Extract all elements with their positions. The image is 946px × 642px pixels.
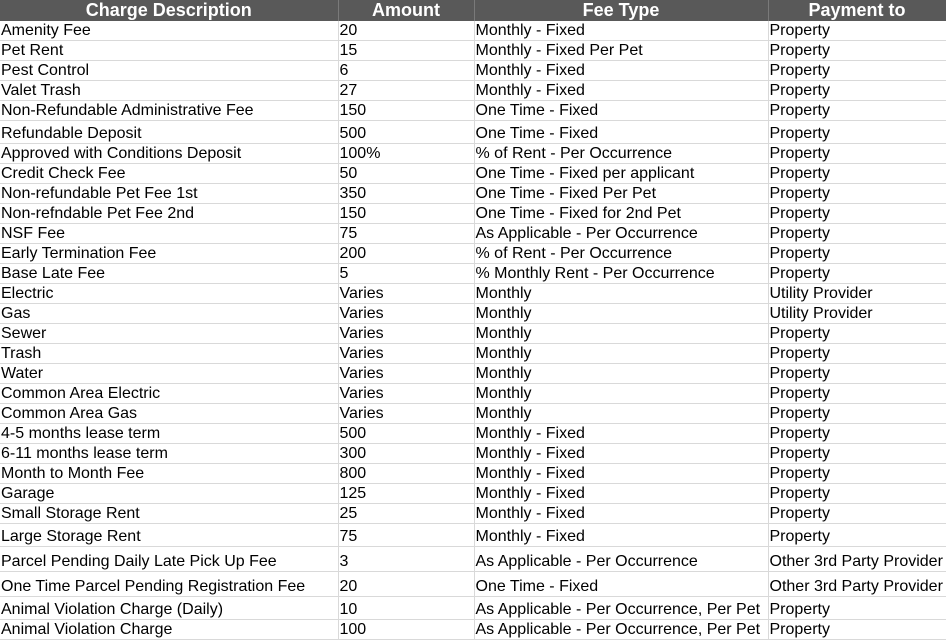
cell-payment-to[interactable]: Property	[768, 184, 946, 204]
cell-amount[interactable]: 150	[338, 204, 474, 224]
cell-fee-type[interactable]: Monthly	[474, 404, 768, 424]
cell-amount[interactable]: 10	[338, 597, 474, 620]
cell-charge-description[interactable]: Animal Violation Charge	[0, 620, 338, 640]
table-row	[0, 484, 946, 504]
header-charge-description[interactable]: Charge Description	[0, 0, 338, 21]
cell-fee-type[interactable]: Monthly - Fixed	[474, 424, 768, 444]
cell-charge-description[interactable]: Pest Control	[0, 61, 338, 81]
table-row	[0, 144, 946, 164]
cell-fee-type[interactable]: Monthly - Fixed	[474, 21, 768, 41]
cell-fee-type[interactable]: Monthly - Fixed	[474, 61, 768, 81]
cell-payment-to[interactable]: Property	[768, 384, 946, 404]
cell-fee-type[interactable]: % Monthly Rent - Per Occurrence	[474, 264, 768, 284]
cell-fee-type[interactable]: One Time - Fixed per applicant	[474, 164, 768, 184]
table-row	[0, 404, 946, 424]
table-row	[0, 324, 946, 344]
cell-payment-to[interactable]: Property	[768, 324, 946, 344]
cell-charge-description[interactable]: Pet Rent	[0, 41, 338, 61]
table-body	[0, 21, 946, 640]
cell-charge-description[interactable]: Non-refundable Pet Fee 1st	[0, 184, 338, 204]
cell-charge-description[interactable]: Sewer	[0, 324, 338, 344]
table-row	[0, 504, 946, 524]
cell-fee-type[interactable]: Monthly	[474, 344, 768, 364]
table-row	[0, 284, 946, 304]
cell-payment-to[interactable]: Property	[768, 404, 946, 424]
table-row	[0, 597, 946, 620]
cell-payment-to[interactable]: Property	[768, 61, 946, 81]
cell-charge-description[interactable]: 4-5 months lease term	[0, 424, 338, 444]
cell-fee-type[interactable]: Monthly - Fixed	[474, 464, 768, 484]
cell-amount[interactable]: Varies	[338, 364, 474, 384]
cell-fee-type[interactable]: One Time - Fixed	[474, 572, 768, 597]
cell-charge-description[interactable]: Animal Violation Charge (Daily)	[0, 597, 338, 620]
table-row	[0, 464, 946, 484]
cell-fee-type[interactable]: One Time - Fixed for 2nd Pet	[474, 204, 768, 224]
cell-payment-to[interactable]: Property	[768, 364, 946, 384]
cell-amount[interactable]: 500	[338, 424, 474, 444]
cell-fee-type[interactable]: Monthly - Fixed	[474, 484, 768, 504]
cell-payment-to[interactable]: Property	[768, 424, 946, 444]
cell-fee-type[interactable]: As Applicable - Per Occurrence, Per Pet	[474, 597, 768, 620]
cell-payment-to[interactable]: Property	[768, 597, 946, 620]
cell-fee-type[interactable]: Monthly	[474, 304, 768, 324]
cell-payment-to[interactable]: Property	[768, 144, 946, 164]
table-row	[0, 304, 946, 324]
cell-amount[interactable]: 50	[338, 164, 474, 184]
cell-charge-description[interactable]: Parcel Pending Daily Late Pick Up Fee	[0, 547, 338, 572]
header-row	[0, 0, 946, 21]
cell-charge-description[interactable]: NSF Fee	[0, 224, 338, 244]
cell-charge-description[interactable]: Common Area Electric	[0, 384, 338, 404]
cell-charge-description[interactable]: One Time Parcel Pending Registration Fee	[0, 572, 338, 597]
cell-fee-type[interactable]: Monthly - Fixed Per Pet	[474, 41, 768, 61]
cell-amount[interactable]: Varies	[338, 284, 474, 304]
cell-payment-to[interactable]: Utility Provider	[768, 284, 946, 304]
table-row	[0, 41, 946, 61]
cell-amount[interactable]: 150	[338, 101, 474, 121]
table-row	[0, 572, 946, 597]
table-row	[0, 204, 946, 224]
cell-charge-description[interactable]: Base Late Fee	[0, 264, 338, 284]
cell-fee-type[interactable]: As Applicable - Per Occurrence	[474, 224, 768, 244]
cell-payment-to[interactable]: Property	[768, 41, 946, 61]
cell-fee-type[interactable]: Monthly	[474, 384, 768, 404]
cell-amount[interactable]: 3	[338, 547, 474, 572]
cell-fee-type[interactable]: % of Rent - Per Occurrence	[474, 244, 768, 264]
cell-charge-description[interactable]: Non-refndable Pet Fee 2nd	[0, 204, 338, 224]
table-row	[0, 164, 946, 184]
cell-fee-type[interactable]: As Applicable - Per Occurrence	[474, 547, 768, 572]
cell-charge-description[interactable]: 6-11 months lease term	[0, 444, 338, 464]
cell-charge-description[interactable]: Small Storage Rent	[0, 504, 338, 524]
header-amount[interactable]: Amount	[338, 0, 474, 21]
cell-charge-description[interactable]: Valet Trash	[0, 81, 338, 101]
table-row	[0, 121, 946, 144]
cell-charge-description[interactable]: Month to Month Fee	[0, 464, 338, 484]
table-row	[0, 21, 946, 41]
cell-payment-to[interactable]: Property	[768, 244, 946, 264]
cell-fee-type[interactable]: One Time - Fixed	[474, 121, 768, 144]
cell-fee-type[interactable]: Monthly - Fixed	[474, 524, 768, 547]
cell-payment-to[interactable]: Property	[768, 81, 946, 101]
cell-fee-type[interactable]: Monthly	[474, 364, 768, 384]
table-row	[0, 344, 946, 364]
table-row	[0, 184, 946, 204]
cell-fee-type[interactable]: Monthly - Fixed	[474, 81, 768, 101]
table-row	[0, 547, 946, 572]
cell-amount[interactable]: 500	[338, 121, 474, 144]
cell-amount[interactable]: 15	[338, 41, 474, 61]
cell-charge-description[interactable]: Amenity Fee	[0, 21, 338, 41]
cell-payment-to[interactable]: Property	[768, 620, 946, 640]
cell-fee-type[interactable]: Monthly	[474, 284, 768, 304]
cell-charge-description[interactable]: Trash	[0, 344, 338, 364]
cell-amount[interactable]: 300	[338, 444, 474, 464]
cell-amount[interactable]: Varies	[338, 404, 474, 424]
cell-payment-to[interactable]: Property	[768, 121, 946, 144]
table-row	[0, 81, 946, 101]
cell-fee-type[interactable]: One Time - Fixed Per Pet	[474, 184, 768, 204]
cell-payment-to[interactable]: Property	[768, 344, 946, 364]
cell-amount[interactable]: 20	[338, 21, 474, 41]
table-row	[0, 524, 946, 547]
cell-payment-to[interactable]: Property	[768, 164, 946, 184]
cell-fee-type[interactable]: Monthly	[474, 324, 768, 344]
cell-payment-to[interactable]: Property	[768, 444, 946, 464]
cell-charge-description[interactable]: Early Termination Fee	[0, 244, 338, 264]
cell-charge-description[interactable]: Approved with Conditions Deposit	[0, 144, 338, 164]
cell-charge-description[interactable]: Garage	[0, 484, 338, 504]
table-row	[0, 620, 946, 640]
table-row	[0, 101, 946, 121]
cell-amount[interactable]: 20	[338, 572, 474, 597]
header-fee-type[interactable]: Fee Type	[474, 0, 768, 21]
cell-amount[interactable]: 100	[338, 620, 474, 640]
cell-amount[interactable]: Varies	[338, 384, 474, 404]
cell-charge-description[interactable]: Water	[0, 364, 338, 384]
cell-charge-description[interactable]: Refundable Deposit	[0, 121, 338, 144]
cell-fee-type[interactable]: Monthly - Fixed	[474, 444, 768, 464]
table-row	[0, 364, 946, 384]
cell-charge-description[interactable]: Non-Refundable Administrative Fee	[0, 101, 338, 121]
cell-payment-to[interactable]: Other 3rd Party Provider	[768, 572, 946, 597]
cell-amount[interactable]: 6	[338, 61, 474, 81]
cell-payment-to[interactable]: Property	[768, 204, 946, 224]
cell-amount[interactable]: 75	[338, 224, 474, 244]
table-row	[0, 424, 946, 444]
cell-payment-to[interactable]: Other 3rd Party Provider	[768, 547, 946, 572]
cell-charge-description[interactable]: Electric	[0, 284, 338, 304]
cell-amount[interactable]: 25	[338, 504, 474, 524]
cell-charge-description[interactable]: Common Area Gas	[0, 404, 338, 424]
cell-payment-to[interactable]: Utility Provider	[768, 304, 946, 324]
cell-amount[interactable]: 27	[338, 81, 474, 101]
cell-payment-to[interactable]: Property	[768, 101, 946, 121]
header-payment-to[interactable]: Payment to	[768, 0, 946, 21]
cell-payment-to[interactable]: Property	[768, 21, 946, 41]
table-row	[0, 61, 946, 81]
cell-payment-to[interactable]: Property	[768, 264, 946, 284]
cell-amount[interactable]: Varies	[338, 304, 474, 324]
cell-amount[interactable]: 5	[338, 264, 474, 284]
cell-payment-to[interactable]: Property	[768, 484, 946, 504]
cell-fee-type[interactable]: One Time - Fixed	[474, 101, 768, 121]
cell-payment-to[interactable]: Property	[768, 524, 946, 547]
cell-charge-description[interactable]: Large Storage Rent	[0, 524, 338, 547]
cell-fee-type[interactable]: As Applicable - Per Occurrence, Per Pet	[474, 620, 768, 640]
cell-amount[interactable]: 75	[338, 524, 474, 547]
cell-amount[interactable]: 800	[338, 464, 474, 484]
cell-charge-description[interactable]: Gas	[0, 304, 338, 324]
cell-payment-to[interactable]: Property	[768, 224, 946, 244]
table-header	[0, 0, 946, 21]
cell-amount[interactable]: 350	[338, 184, 474, 204]
cell-charge-description[interactable]: Credit Check Fee	[0, 164, 338, 184]
cell-amount[interactable]: 125	[338, 484, 474, 504]
cell-amount[interactable]: Varies	[338, 324, 474, 344]
cell-payment-to[interactable]: Property	[768, 464, 946, 484]
table-row	[0, 264, 946, 284]
table-row	[0, 244, 946, 264]
table-row	[0, 444, 946, 464]
cell-payment-to[interactable]: Property	[768, 504, 946, 524]
cell-amount[interactable]: Varies	[338, 344, 474, 364]
cell-amount[interactable]: 200	[338, 244, 474, 264]
cell-fee-type[interactable]: Monthly - Fixed	[474, 504, 768, 524]
cell-amount[interactable]: 100%	[338, 144, 474, 164]
cell-fee-type[interactable]: % of Rent - Per Occurrence	[474, 144, 768, 164]
table-row	[0, 224, 946, 244]
table-row	[0, 384, 946, 404]
